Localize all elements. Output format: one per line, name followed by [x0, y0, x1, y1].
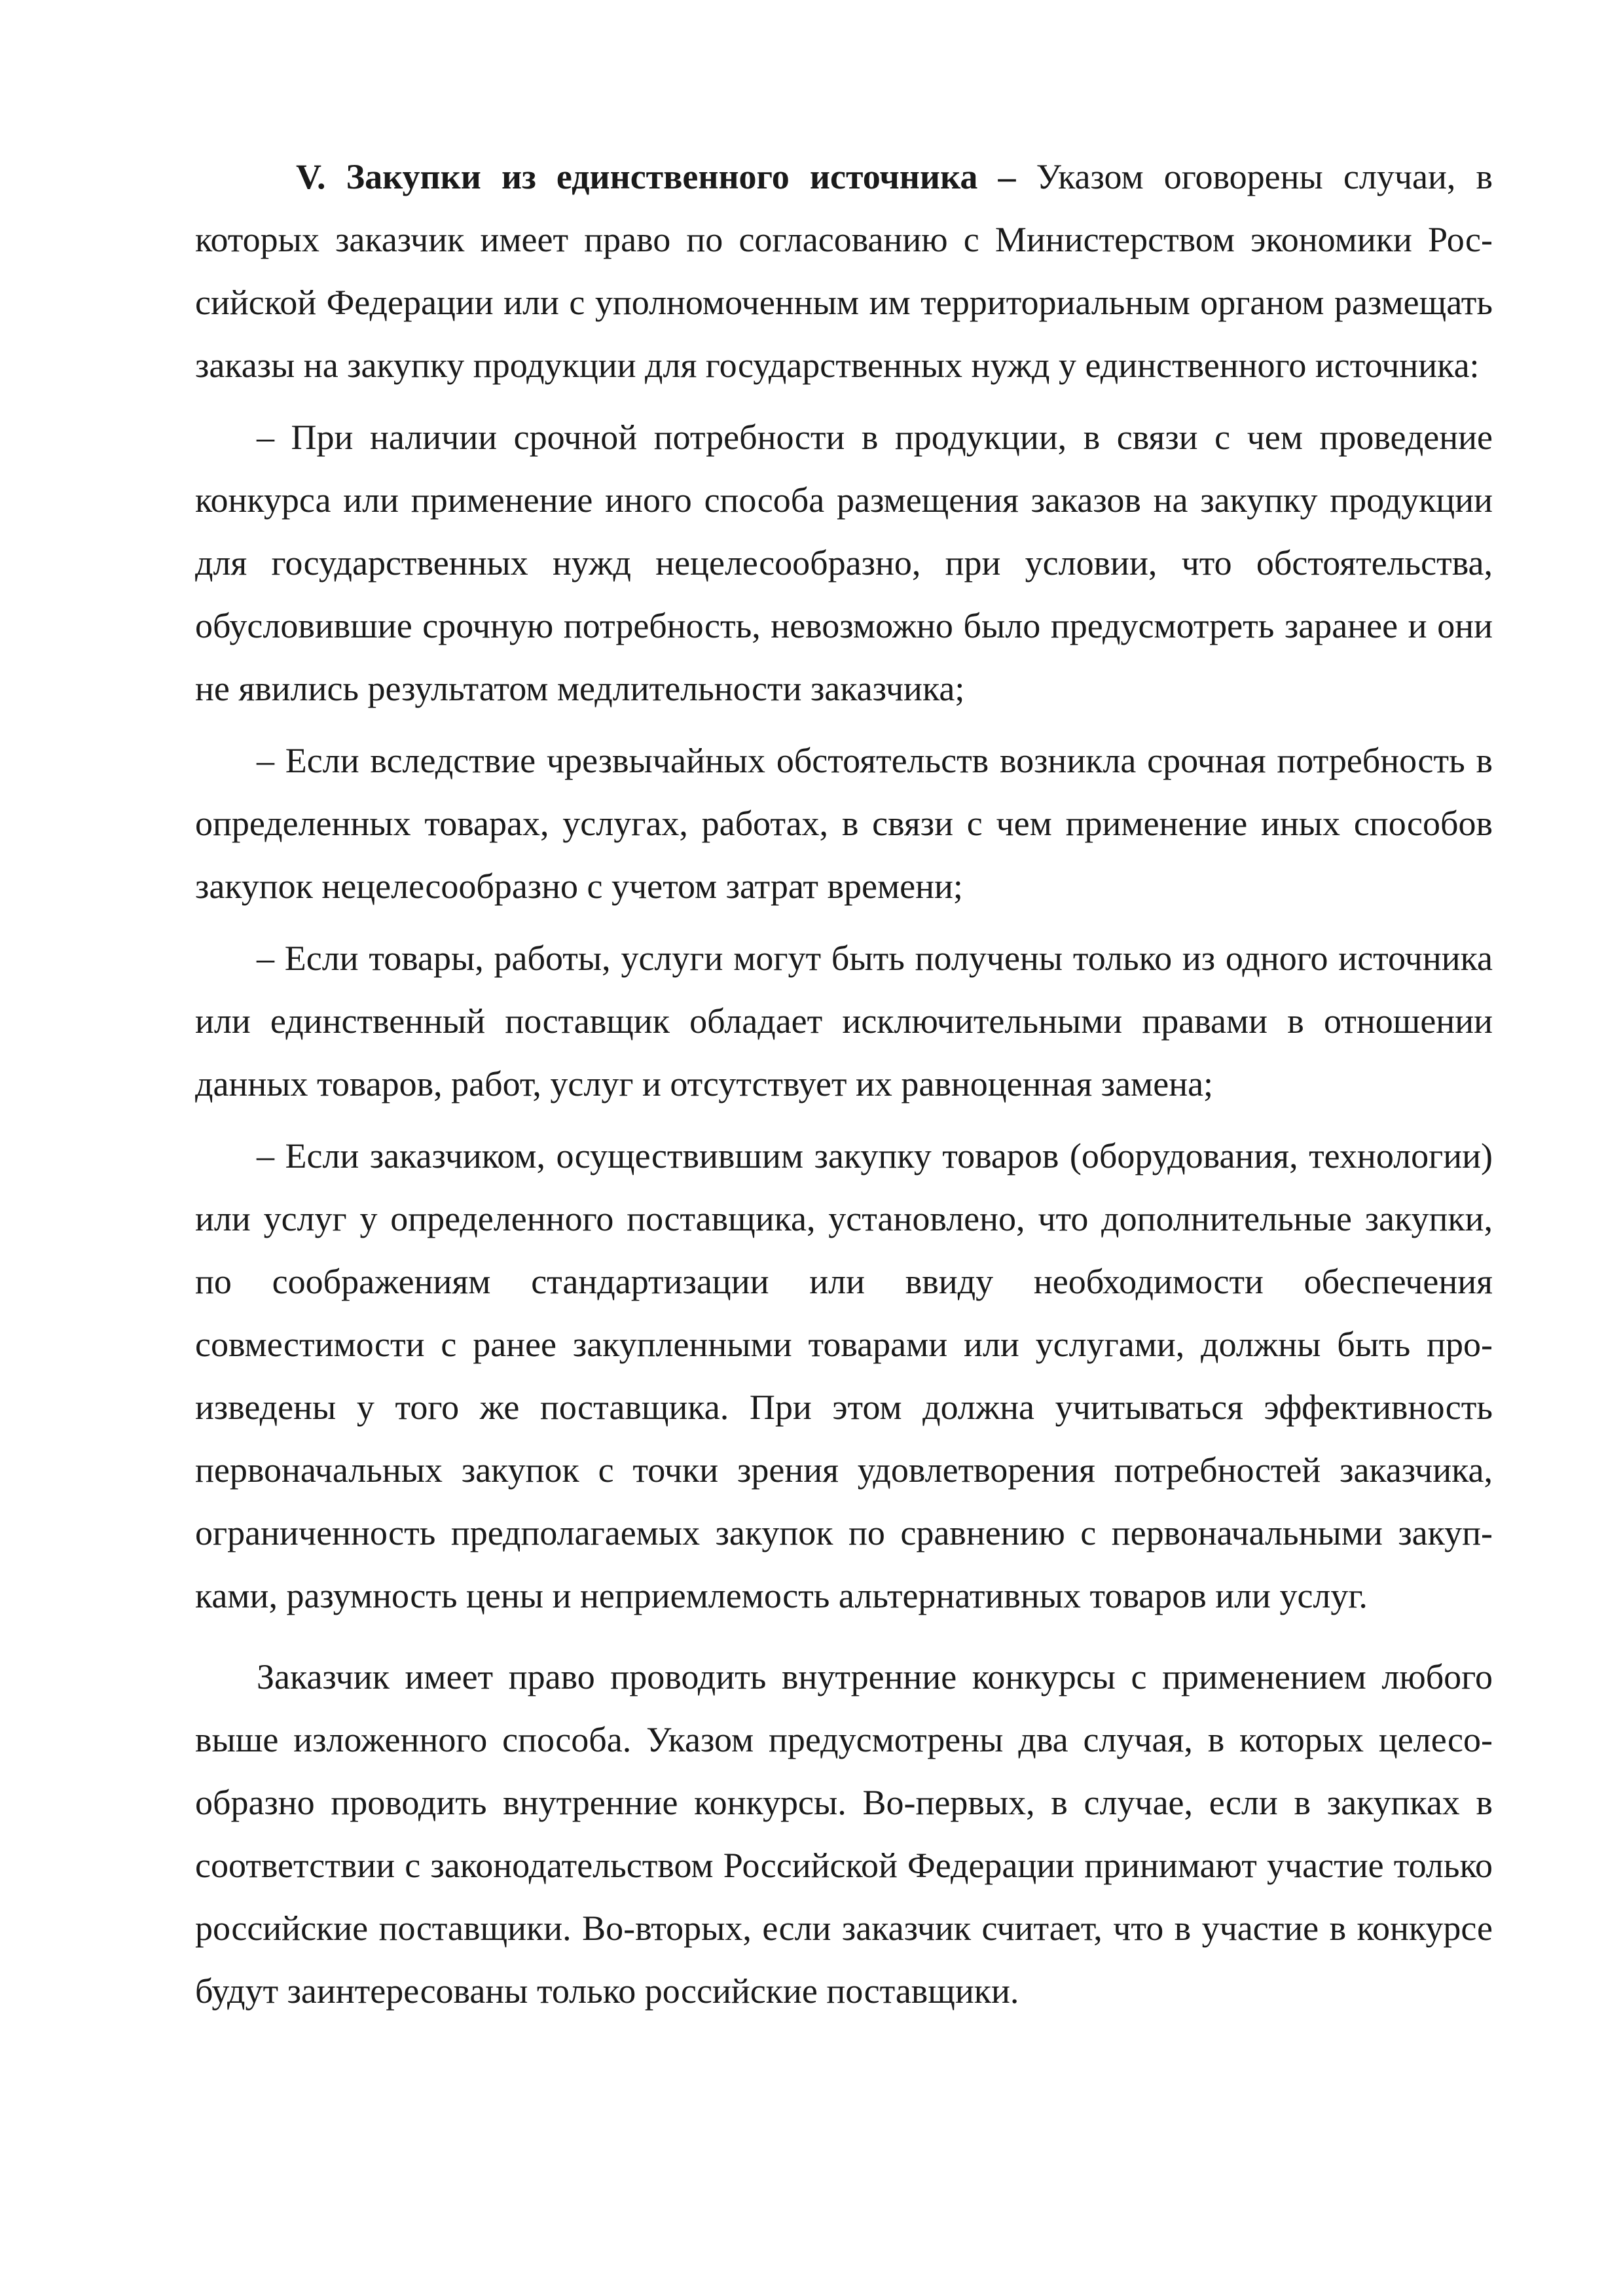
list-item-text: При наличии срочной потребности в продукции, в связи с чем проведение конкурса или применение иного способа размещения заказов на закупку продукции для государственных нужд нецелесообразно, при условии, что обстоятельства, обусловившие срочную потребность, невозможно было предусмотреть заранее и они не явились результатом медлительности заказчика; — [195, 418, 1493, 708]
section-intro-paragraph — [195, 145, 1493, 397]
list-item-text: Если товары, работы, услуги могут быть получены только из одного источника или единственный поставщик обладает исключительными правами в отношении данных товаров, работ, услуг и отсутствует их равноценная замена; — [195, 939, 1493, 1103]
closing-paragraph: Заказчик имеет право проводить внутренние конкурсы с применением любого выше изложенного способа. Указом предусмотрены два случая, в которых целесообразно проводить внутренние конкурсы. Во-первых, в случае, если в закупках в соответствии с законодательством Российской Федерации принимают участие только российские поставщики. Во-вторых, если заказчик считает, что в участие в конкурсе будут заинтересованы только российские поставщики. — [195, 1657, 1493, 2011]
list-item — [195, 927, 1493, 1115]
list-item-text: Если вследствие чрезвычайных обстоятельств возникла срочная потребность в определенных товарах, услугах, работах, в связи с чем применение иных способов закупок нецелесообразно с учетом затрат времени; — [195, 741, 1493, 906]
section-intro-text: Указом оговорены случаи, в которых заказчик имеет право по согласованию с Министерством экономики Российской Федерации или с уполномоченным им территориальным органом размещать заказы на закупку продукции для государственных нужд у единственного источника: — [195, 157, 1493, 385]
list-item-marker: – — [257, 741, 274, 780]
list-item-marker: – — [257, 939, 274, 978]
list-item — [195, 729, 1493, 918]
list-item — [195, 1124, 1493, 1627]
list-item — [195, 406, 1493, 720]
list-item-marker: – — [257, 418, 274, 457]
section-heading: V. Закупки из единственного источника – — [296, 157, 1016, 196]
document-body — [195, 145, 1493, 2022]
list-item-marker: – — [257, 1136, 274, 1175]
list-item-text: Если заказчиком, осуществившим закупку товаров (оборудования, технологии) или услуг у определенного поставщика, установлено, что дополнительные закупки, по соображениям стандартизации или ввиду необходимости обеспечения совместимости с ранее закупленными товарами или услугами, должны быть произведены у того же поставщика. При этом должна учитываться эффективность первоначальных закупок с точки зрения удовлетворения потребностей заказчика, ограниченность предполагаемых закупок по сравнению с первоначальными закупками, разумность цены и неприемлемость альтернативных товаров или услуг. — [195, 1136, 1493, 1615]
